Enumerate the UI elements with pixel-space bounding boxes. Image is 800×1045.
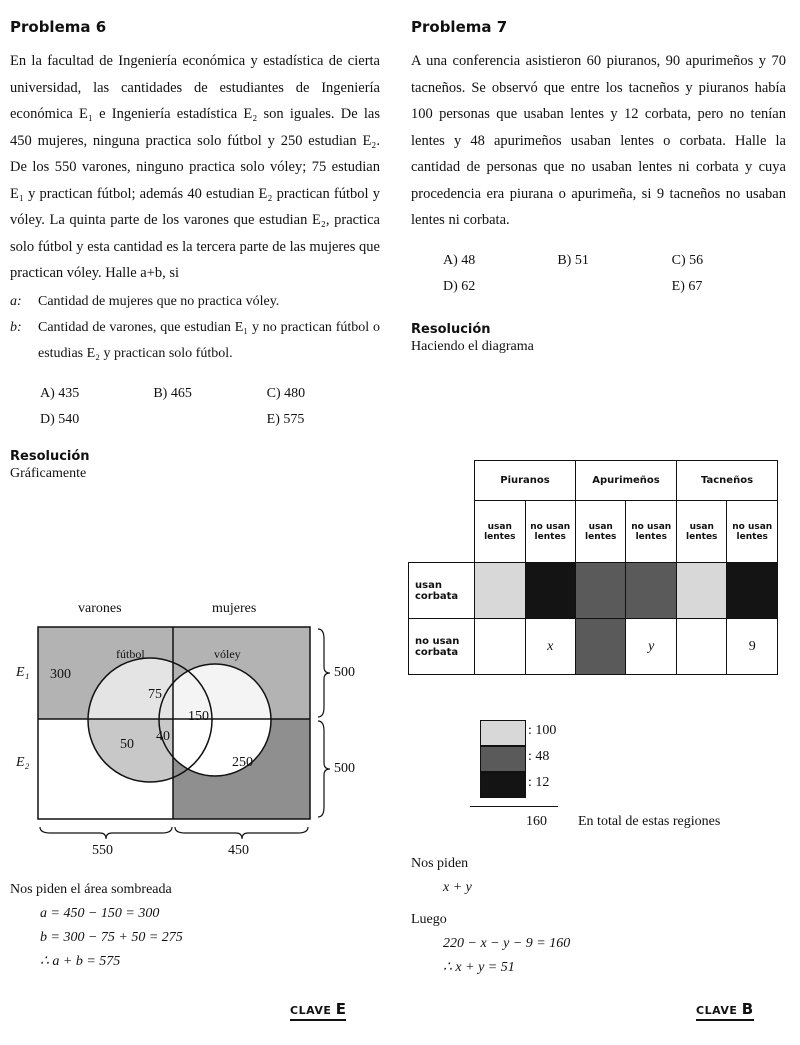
cell-dark <box>727 563 778 619</box>
brace-top <box>318 629 330 717</box>
sub-piuranos-usan: usan lentes <box>475 501 525 563</box>
solution-line-2: b = 300 − 75 + 50 = 275 <box>40 930 183 945</box>
problem-6-resolution-sub: Gráficamente <box>10 465 87 481</box>
alternative-a: A) 435 <box>40 385 80 401</box>
cell-empty <box>475 619 525 675</box>
item-label: b: <box>10 319 22 335</box>
legend-swatch-medium <box>480 746 526 772</box>
problem-7-solution <box>411 852 781 980</box>
solution-line-1: 220 − x − y − 9 = 160 <box>443 936 571 951</box>
label-e2: E₂ <box>16 755 30 770</box>
item-text: Cantidad de mujeres que no practica vóley. <box>38 293 280 309</box>
problem-7-asked-expr: x + y <box>443 880 472 895</box>
label-futbol: fútbol <box>116 647 145 661</box>
cell-medium <box>626 563 677 619</box>
clave-letter: E <box>335 1000 347 1018</box>
brace-bottom <box>318 721 330 817</box>
legend-swatch-light <box>480 720 526 746</box>
problem-6-resolution-title: Resolución <box>10 448 90 464</box>
header-piuranos: Piuranos <box>475 461 576 501</box>
problem-6-asked: Nos piden el área sombreada <box>10 882 172 897</box>
legend-label-light: : 100 <box>528 723 557 738</box>
problem-6-item-b <box>10 315 380 367</box>
alternative-e: E) 575 <box>266 411 305 427</box>
alternative-d: D) 62 <box>443 278 476 294</box>
alternative-empty <box>557 274 671 300</box>
value-right-bottom: 500 <box>334 761 355 776</box>
legend-swatch-dark <box>480 772 526 798</box>
classification-table <box>408 460 778 675</box>
label-voley: vóley <box>214 647 241 661</box>
header-apurimenos: Apurimeños <box>575 461 676 501</box>
alternative-c: C) 480 <box>266 385 306 401</box>
cell-x: x <box>525 619 575 675</box>
cell-y: y <box>626 619 677 675</box>
value-250: 250 <box>232 755 253 770</box>
alternative-d: D) 540 <box>40 411 80 427</box>
alternative-b: B) 51 <box>557 252 589 268</box>
cell-light <box>475 563 525 619</box>
legend-sum-line <box>470 806 558 807</box>
sub-tacnenos-no: no usan lentes <box>727 501 778 563</box>
problem-6-item-a <box>10 289 380 315</box>
alternative-empty <box>153 407 266 433</box>
problem-7-then: Luego <box>411 912 447 927</box>
value-75: 75 <box>148 687 162 702</box>
value-300: 300 <box>50 667 71 682</box>
legend-label-medium: : 48 <box>528 749 550 764</box>
sub-apurimenos-usan: usan lentes <box>575 501 626 563</box>
problem-6-solution <box>10 878 380 974</box>
value-right-top: 500 <box>334 665 355 680</box>
header-tacnenos: Tacneños <box>677 461 778 501</box>
problem-6-title: Problema 6 <box>10 18 107 36</box>
problem-7-title: Problema 7 <box>411 18 508 36</box>
legend-total-value: 160 <box>526 814 547 829</box>
label-varones: varones <box>78 601 122 616</box>
alternative-e: E) 67 <box>671 278 703 294</box>
item-text: Cantidad de varones, que estudian E₁ y no practican fútbol o estudias E₂ y practican solo fútbol. <box>38 319 380 361</box>
cell-nine: 9 <box>727 619 778 675</box>
alternative-b: B) 465 <box>153 385 192 401</box>
item-label: a: <box>10 293 22 309</box>
alternative-a: A) 48 <box>443 252 476 268</box>
sub-piuranos-no: no usan lentes <box>525 501 575 563</box>
clave-letter: B <box>741 1000 754 1018</box>
sub-tacnenos-usan: usan lentes <box>677 501 727 563</box>
solution-line-1: a = 450 − 150 = 300 <box>40 906 160 921</box>
row-usan-corbata: usan corbata <box>409 563 475 619</box>
legend-label-dark: : 12 <box>528 775 550 790</box>
value-150: 150 <box>188 709 209 724</box>
problem-7-clave <box>696 1000 754 1021</box>
cell-dark <box>525 563 575 619</box>
label-e1: E₁ <box>16 665 30 680</box>
venn-svg <box>0 595 400 865</box>
cell-light <box>677 563 727 619</box>
sub-apurimenos-no: no usan lentes <box>626 501 677 563</box>
problem-7-resolution-title: Resolución <box>411 321 491 337</box>
row-no-usan-corbata: no usan corbata <box>409 619 475 675</box>
cell-medium <box>575 563 626 619</box>
label-mujeres: mujeres <box>212 601 257 616</box>
value-bottom-left: 550 <box>92 843 113 858</box>
solution-line-3: ∴ a + b = 575 <box>40 954 121 969</box>
value-40: 40 <box>156 729 170 744</box>
venn-diagram <box>0 595 400 865</box>
value-50: 50 <box>120 737 134 752</box>
problem-6-alternatives <box>40 381 380 433</box>
clave-label: CLAVE <box>696 1004 738 1017</box>
alternative-c: C) 56 <box>671 252 704 268</box>
clave-label: CLAVE <box>290 1004 332 1017</box>
cell-medium <box>575 619 626 675</box>
problem-7-resolution-sub: Haciendo el diagrama <box>411 338 534 354</box>
solution-line-2: ∴ x + y = 51 <box>443 960 515 975</box>
brace-right <box>175 827 308 839</box>
problem-7-alternatives <box>443 248 786 300</box>
problem-6 <box>10 18 380 482</box>
legend-total-text: En total de estas regiones <box>578 814 721 829</box>
problem-7-statement: A una conferencia asistieron 60 piuranos, 90 apurimeños y 70 tacneños. Se observó que entre los tacneños y piuranos había 100 personas que usaban lentes y 12 corbata, pero no tenían lentes y 48 apurimeños usaban lentes o corbata. Halle la cantidad de personas que no usaban lentes ni corbata y cuya procedencia era piurana o apurimeña, si 9 tacneños no usaban lentes ni corbata. <box>411 53 786 228</box>
problem-6-clave <box>290 1000 346 1021</box>
legend <box>470 720 790 840</box>
brace-left <box>40 827 172 839</box>
value-bottom-right: 450 <box>228 843 249 858</box>
cell-empty <box>677 619 727 675</box>
problem-7-asked: Nos piden <box>411 856 469 871</box>
problem-7 <box>411 18 786 355</box>
problem-6-statement: En la facultad de Ingeniería económica y estadística de cierta universidad, las cantidades de estudiantes de Ingeniería económica E₁ e Ingeniería estadística E₂ son iguales. De las 450 mujeres, ninguna practica solo fútbol y 250 estudian E₂. De los 550 varones, ninguno practica solo vóley; 75 estudian E₁ y practican fútbol; además 40 estudian E₂ practican fútbol y vóley. La quinta parte de los varones que estudian E₂, practica solo fútbol y esta cantidad es la tercera parte de las mujeres que practican vóley. Halle a+b, si <box>10 53 380 281</box>
